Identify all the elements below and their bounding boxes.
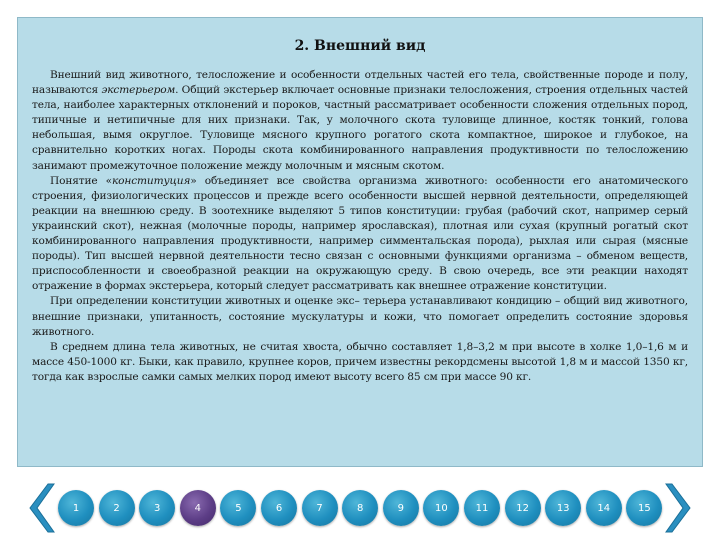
paragraph-text: Внешний вид животного, телосложение и особенности отдельных частей его тела, свойственные породе и полу, называются bbox=[32, 69, 688, 97]
page-dot-12[interactable]: 12 bbox=[505, 490, 541, 526]
content-panel bbox=[17, 17, 703, 467]
paragraph-condition bbox=[32, 294, 688, 339]
page-dot-14[interactable]: 14 bbox=[586, 490, 622, 526]
paragraph-constitution bbox=[32, 174, 688, 295]
chevron-left-icon bbox=[30, 484, 54, 532]
page-dot-15[interactable]: 15 bbox=[626, 490, 662, 526]
paragraph-text: При определении конституции животных и оценке экс– терьера устанавливают кондицию – общий вид животного, внешние признаки, упитанность, состояние мускулатуры и кожи, что помогает определить состояние здоровья животного. bbox=[32, 295, 688, 338]
paragraph-text: » объединяет все свойства организма животного: особенности его анатомического строения, физиологических процессов и прежде всего особенности высшей нервной деятельности, определяющей реакции на внешнюю среду. В зоотехнике выделяют 5 типов конституции: грубая (рабочий скот, например серый украинский скот), нежная (молочные породы, например ярославская), плотная или сухая (крупный рогатый скот комбинированного направления продуктивности, например симментальская порода), рыхлая или сырая (мясные породы). Тип высшей нервной деятельности тесно связан с основными функциями организма – обменом веществ, приспособленности и своеобразной реакции на окружающую среду. В свою очередь, все эти реакции находят отражение в формах экстерьера, который следует рассматривать как внешнее отражение конституции. bbox=[32, 174, 688, 293]
paragraph-exterior bbox=[32, 68, 688, 174]
page-dot-4[interactable]: 4 bbox=[180, 490, 216, 526]
prev-arrow-button[interactable] bbox=[22, 482, 56, 534]
paragraph-text: . Общий экстерьер включает основные признаки телосложения, строения отдельных частей тела, наиболее характерных отклонений и пороков, частный рассматривает особенности сложения отдельных пород, типичные и нетипичные для них признаки. Так, у молочного скота туловище длинное, костяк тонкий, голова небольшая, вымя округлое. Туловище мясного крупного рогатого скота компактное, широкое и глубокое, на сравнительно коротких ногах. Породы скота комбинированного направления продуктивности по телосложению занимают промежуточное положение между молочным и мясным скотом. bbox=[32, 84, 688, 172]
paragraph-emphasis: экстерьером bbox=[101, 84, 176, 97]
next-arrow-button[interactable] bbox=[664, 482, 698, 534]
page-dot-2[interactable]: 2 bbox=[99, 490, 135, 526]
paragraph-text: Понятие « bbox=[50, 174, 112, 187]
chevron-right-icon bbox=[666, 484, 690, 532]
slide-navigation bbox=[0, 478, 720, 536]
page-dot-10[interactable]: 10 bbox=[423, 490, 459, 526]
page-dot-9[interactable]: 9 bbox=[383, 490, 419, 526]
paragraph-text: В среднем длина тела животных, не считая хвоста, обычно составляет 1,8–3,2 м при высоте в холке 1,0–1,6 м и массе 450-1000 кг. Быки, как правило, крупнее коров, причем известны рекордсмены высотой 1,8 м и массой 1350 кг, тогда как взрослые самки самых мелких пород имеют высоту всего 85 см при массе 90 кг. bbox=[32, 340, 688, 383]
page-dot-1[interactable]: 1 bbox=[58, 490, 94, 526]
page-dot-13[interactable]: 13 bbox=[545, 490, 581, 526]
page-dot-3[interactable]: 3 bbox=[139, 490, 175, 526]
page-dot-5[interactable]: 5 bbox=[220, 490, 256, 526]
slide-title: 2. Внешний вид bbox=[294, 38, 426, 54]
page-dot-7[interactable]: 7 bbox=[302, 490, 338, 526]
paragraph-emphasis: конституция bbox=[111, 174, 191, 187]
page-dot-11[interactable]: 11 bbox=[464, 490, 500, 526]
paragraph-dimensions bbox=[32, 340, 688, 385]
page-dot-6[interactable]: 6 bbox=[261, 490, 297, 526]
page-dot-8[interactable]: 8 bbox=[342, 490, 378, 526]
